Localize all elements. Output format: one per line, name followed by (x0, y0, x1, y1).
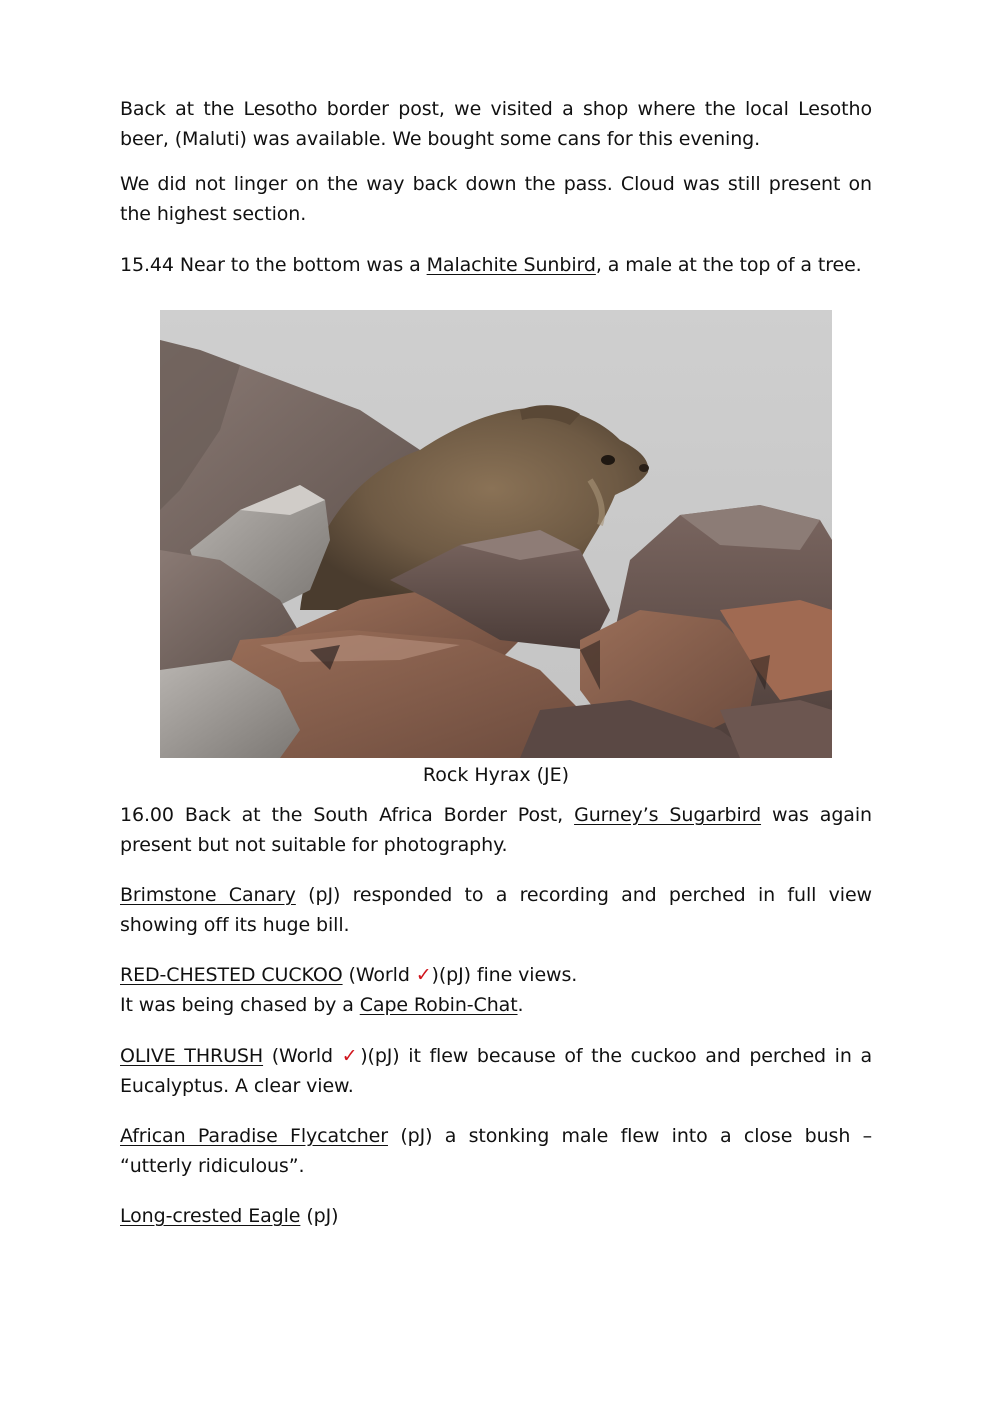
text-run: 15.44 Near to the bottom was a (120, 254, 427, 276)
paragraph-long-crested-eagle (120, 1201, 872, 1231)
text-run: . (517, 994, 524, 1016)
text-run: was again present but not suitable for photography. (120, 804, 872, 856)
paragraph-african-paradise-flycatcher (120, 1121, 872, 1181)
text-run: , a male at the top of a tree. (595, 254, 862, 276)
rock-hyrax-photo (160, 310, 832, 758)
bird-name-gurneys-sugarbird: Gurney’s Sugarbird (574, 804, 762, 826)
bird-name-malachite-sunbird: Malachite Sunbird (426, 254, 596, 276)
text-run: It was being chased by a (120, 994, 360, 1016)
bird-name-cape-robin-chat: Cape Robin-Chat (359, 994, 518, 1016)
text-run: (pJ) responded to a recording and perched in full view showing off its huge bill. (120, 884, 872, 936)
checkmark-icon: ✓ (341, 1045, 361, 1067)
paragraph-text: Back at the Lesotho border post, we visited a shop where the local Lesotho beer, (Maluti) was available. We bought some cans for this evening. (120, 98, 872, 150)
photo-caption: Rock Hyrax (JE) (422, 764, 570, 786)
paragraph-text: We did not linger on the way back down the pass. Cloud was still present on the highest section. (120, 173, 872, 225)
text-run: (pJ) a stonking male flew into a close bush – “utterly ridiculous”. (120, 1125, 872, 1177)
text-run: (World (263, 1045, 342, 1067)
bird-name-red-chested-cuckoo: RED-CHESTED CUCKOO (120, 964, 343, 986)
paragraph-olive-thrush (120, 1041, 872, 1101)
text-run: (pJ) (300, 1205, 339, 1227)
bird-name-african-paradise-flycatcher: African Paradise Flycatcher (120, 1125, 388, 1147)
bird-name-brimstone-canary: Brimstone Canary (120, 884, 296, 906)
paragraph-way-back-down (120, 169, 872, 229)
rock-hyrax-illustration (160, 310, 832, 758)
text-run: )(pJ) it flew because of the cuckoo and perched in a Eucalyptus. A clear view. (120, 1045, 873, 1097)
bird-name-long-crested-eagle: Long-crested Eagle (120, 1205, 301, 1227)
paragraph-gurneys-sugarbird (120, 800, 872, 860)
text-run: )(pJ) fine views. (431, 964, 578, 986)
paragraph-border-post-beer (120, 94, 872, 154)
paragraph-red-chested-cuckoo (120, 960, 872, 1020)
checkmark-icon: ✓ (415, 964, 432, 986)
text-run: (World (342, 964, 416, 986)
text-run: 16.00 Back at the South Africa Border Post, (120, 804, 575, 826)
paragraph-brimstone-canary (120, 880, 872, 940)
bird-name-olive-thrush: OLIVE THRUSH (120, 1045, 264, 1067)
paragraph-malachite-sunbird (120, 250, 872, 280)
